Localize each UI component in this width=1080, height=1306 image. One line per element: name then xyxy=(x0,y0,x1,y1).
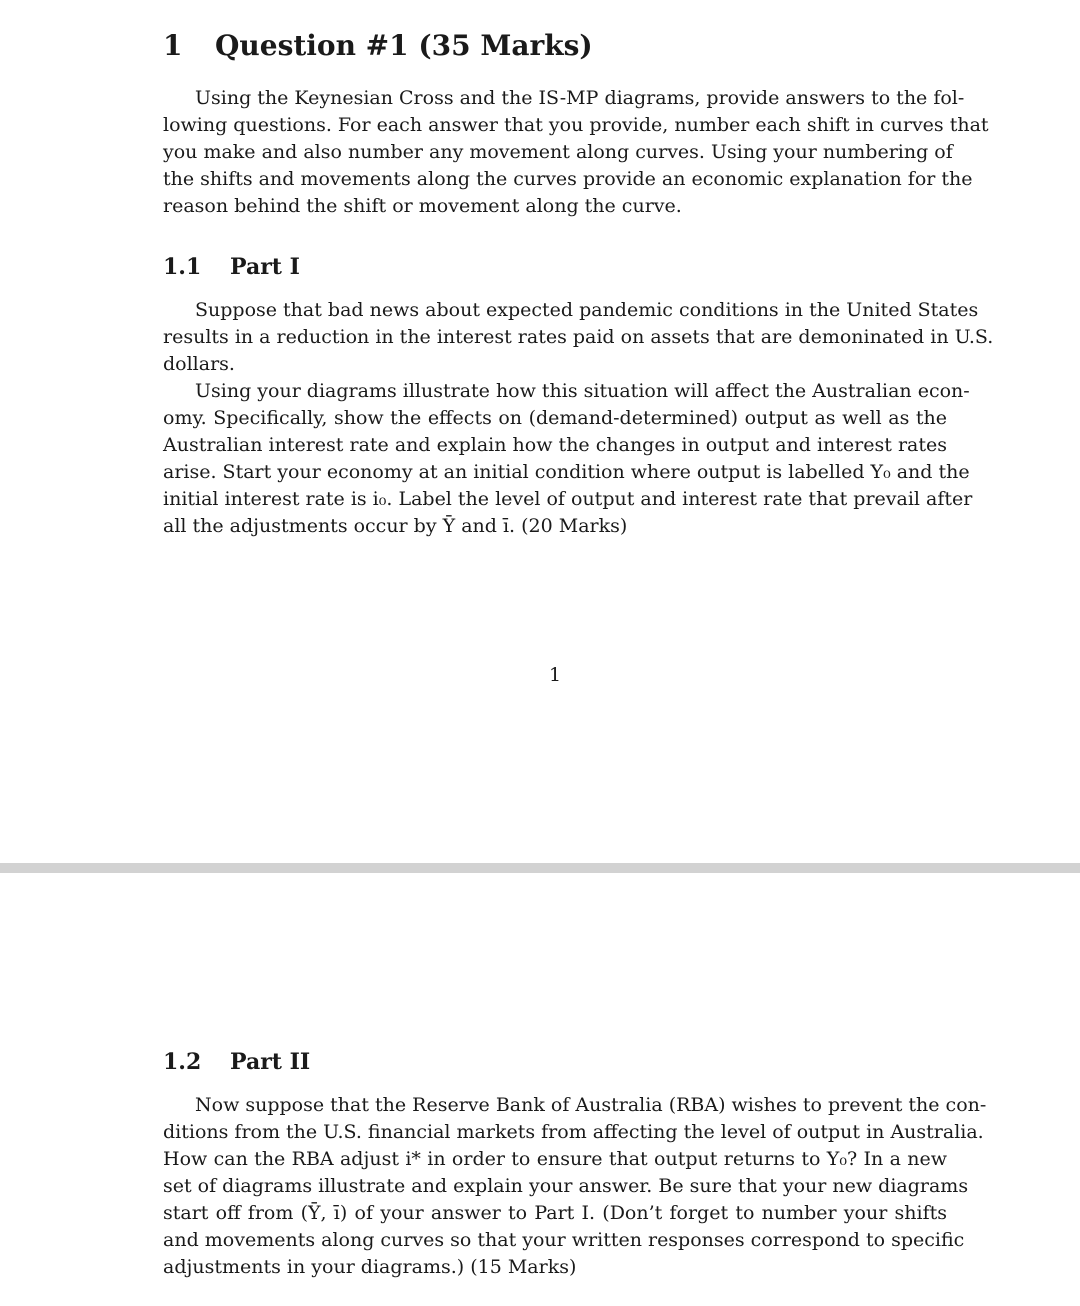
text-line: results in a reduction in the interest rates paid on assets that are demoninated in U.S. xyxy=(163,326,994,348)
subsection-heading-part-2 xyxy=(163,1049,310,1075)
subsection-number: 1.1 xyxy=(163,254,202,280)
text-line: How can the RBA adjust i* in order to ensure that output returns to Y₀? In a new xyxy=(163,1148,947,1170)
text-line: Now suppose that the Reserve Bank of Australia (RBA) wishes to prevent the con- xyxy=(195,1094,987,1116)
text-line: set of diagrams illustrate and explain your answer. Be sure that your new diagrams xyxy=(163,1175,969,1197)
section-number: 1 xyxy=(163,29,183,62)
text-line: and movements along curves so that your written responses correspond to specific xyxy=(163,1229,965,1251)
text-line: reason behind the shift or movement along the curve. xyxy=(163,195,682,217)
page-number: 1 xyxy=(549,664,562,686)
text-line: ditions from the U.S. financial markets from affecting the level of output in Australia. xyxy=(163,1121,984,1143)
subsection-title: Part II xyxy=(230,1049,311,1075)
subsection-title: Part I xyxy=(230,254,300,280)
subsection-heading-part-1 xyxy=(163,254,300,280)
part-1-paragraph-1 xyxy=(163,297,994,378)
text-line: lowing questions. For each answer that you provide, number each shift in curves that xyxy=(163,114,989,136)
part-2-paragraph xyxy=(163,1092,987,1281)
intro-paragraph xyxy=(163,85,989,220)
text-line: Australian interest rate and explain how the changes in output and interest rates xyxy=(163,434,947,456)
text-line: the shifts and movements along the curves provide an economic explanation for the xyxy=(163,168,973,190)
text-line: omy. Specifically, show the effects on (demand-determined) output as well as the xyxy=(163,407,947,429)
text-line: all the adjustments occur by Ȳ and ī. (20 Marks) xyxy=(163,515,628,537)
page-2 xyxy=(0,873,1080,1306)
page-separator xyxy=(0,863,1080,873)
subsection-number: 1.2 xyxy=(163,1049,202,1075)
text-line: dollars. xyxy=(163,353,235,375)
text-line: arise. Start your economy at an initial condition where output is labelled Y₀ and the xyxy=(163,461,970,483)
part-1-paragraph-2 xyxy=(163,378,973,540)
text-line: initial interest rate is i₀. Label the level of output and interest rate that prevail after xyxy=(163,488,973,510)
text-line: Suppose that bad news about expected pandemic conditions in the United States xyxy=(195,299,979,321)
text-line: Using the Keynesian Cross and the IS-MP diagrams, provide answers to the fol- xyxy=(195,87,965,109)
text-line: you make and also number any movement along curves. Using your numbering of xyxy=(163,141,953,163)
section-heading xyxy=(163,29,593,62)
section-title: Question #1 (35 Marks) xyxy=(215,29,593,62)
text-line: adjustments in your diagrams.) (15 Marks) xyxy=(163,1256,577,1278)
text-line: Using your diagrams illustrate how this situation will affect the Australian econ- xyxy=(195,380,970,402)
text-line: start off from (Ȳ, ī) of your answer to Part I. (Don’t forget to number your shifts xyxy=(163,1202,947,1224)
